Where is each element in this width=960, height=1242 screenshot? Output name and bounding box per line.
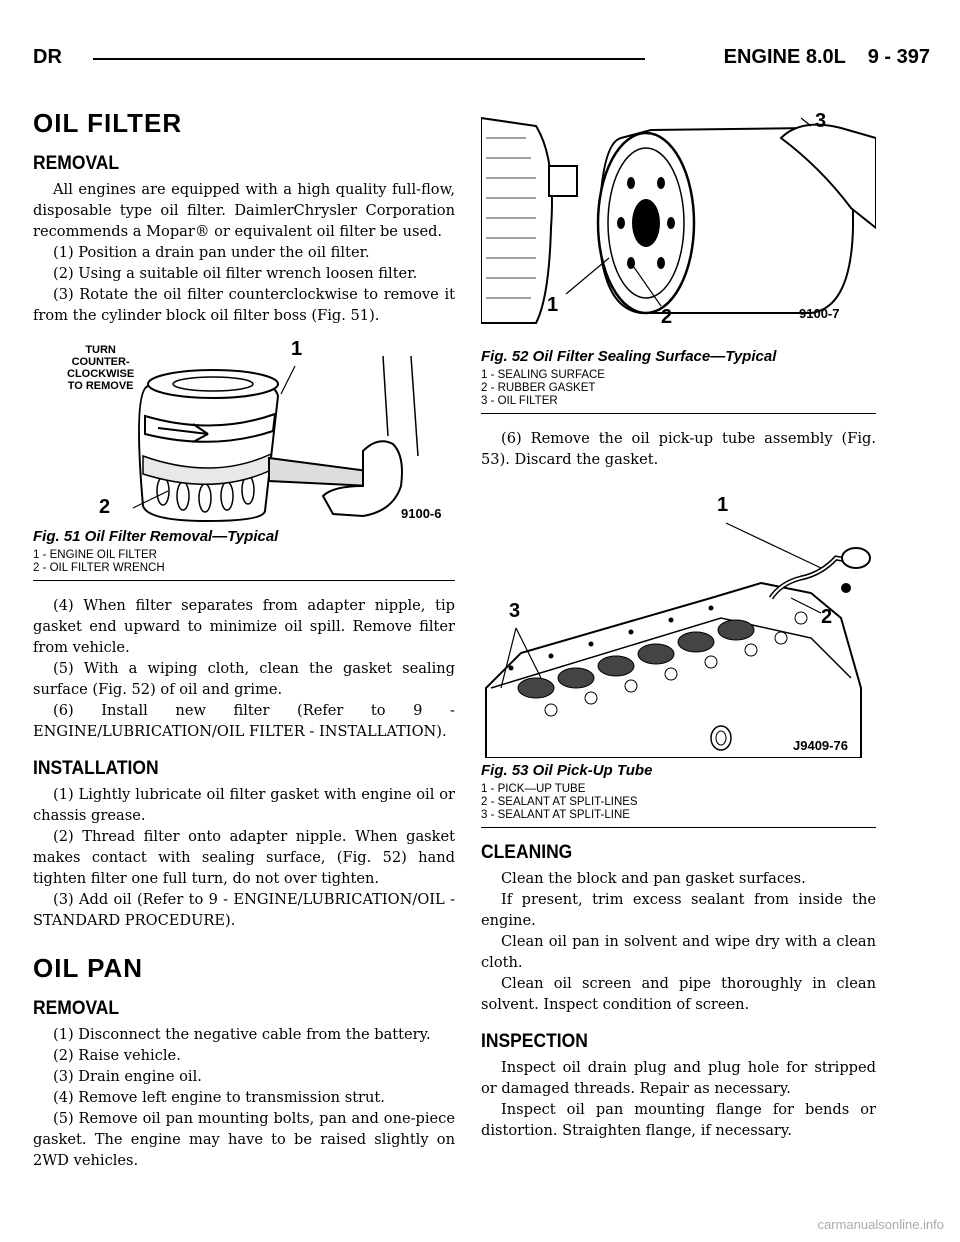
removal-step: (3) Rotate the oil filter counterclockwise to remove it from the cylinder block oil filter boss (Fig. 51). (33, 286, 455, 324)
figure-divider (481, 827, 876, 828)
pan-removal-step: (2) Raise vehicle. (53, 1047, 181, 1064)
pan-removal-step: (4) Remove left engine to transmission strut. (53, 1089, 385, 1106)
figure-51 (33, 336, 455, 526)
legend-item: 2 - OIL FILTER WRENCH (33, 562, 165, 574)
legend-item: 1 - PICK—UP TUBE (481, 783, 586, 795)
removal-step: (4) When filter separates from adapter nipple, tip gasket end upward to minimize oil spill. Remove filter from vehicle. (33, 597, 455, 656)
pan-removal-step: (5) Remove oil pan mounting bolts, pan and one-piece gasket. The engine may have to be raised slightly on 2WD vehicles. (33, 1110, 455, 1169)
legend-item: 1 - ENGINE OIL FILTER (33, 549, 157, 561)
fig52-callout-1: 1 (547, 294, 559, 316)
fig52-callout-3: 3 (815, 110, 827, 132)
fig51-legend (33, 549, 455, 575)
left-column (33, 108, 455, 1171)
pan-removal-step: (3) Drain engine oil. (53, 1068, 202, 1085)
cleaning-heading: CLEANING (481, 842, 573, 863)
installation-heading: INSTALLATION (33, 758, 159, 779)
legend-item: 2 - SEALANT AT SPLIT-LINES (481, 796, 638, 808)
page-header (33, 42, 930, 72)
removal-step: (6) Install new filter (Refer to 9 - ENGINE/LUBRICATION/OIL FILTER - INSTALLATION). (33, 702, 455, 740)
header-page-ref: ENGINE 8.0L 9 - 397 (723, 46, 930, 68)
fig53-caption: Fig. 53 Oil Pick-Up Tube (481, 762, 653, 779)
right-column (481, 98, 876, 1141)
oil-filter-sealing-illustration (481, 98, 876, 340)
cleaning-para: Clean oil pan in solvent and wipe dry with a clean cloth. (481, 933, 876, 971)
cleaning-para: If present, trim excess sealant from inside the engine. (481, 891, 876, 929)
legend-item: 3 - OIL FILTER (481, 395, 558, 407)
installation-step: (3) Add oil (Refer to 9 - ENGINE/LUBRICATION/OIL - STANDARD PROCEDURE). (33, 891, 455, 929)
removal-step-6: (6) Remove the oil pick-up tube assembly (Fig. 53). Discard the gasket. (481, 430, 876, 468)
figure-53 (481, 488, 876, 758)
cleaning-para: Clean oil screen and pipe thoroughly in clean solvent. Inspect condition of screen. (481, 975, 876, 1013)
fig53-legend (481, 783, 876, 822)
installation-step: (1) Lightly lubricate oil filter gasket with engine oil or chassis grease. (33, 786, 455, 824)
fig51-caption: Fig. 51 Oil Filter Removal—Typical (33, 528, 279, 545)
removal-intro: All engines are equipped with a high quality full-flow, disposable type oil filter. DaimlerChrysler Corporation recommends a Mopar® or equivalent oil filter be used. (33, 181, 455, 240)
fig51-callout-1: 1 (291, 338, 303, 360)
removal-step: (1) Position a drain pan under the oil filter. (53, 244, 370, 261)
oil-pickup-tube-illustration (481, 488, 876, 758)
fig53-callout-1: 1 (717, 494, 729, 516)
pan-removal-heading: REMOVAL (33, 998, 120, 1019)
fig52-legend (481, 369, 876, 408)
removal-heading: REMOVAL (33, 153, 120, 174)
removal-step: (5) With a wiping cloth, clean the gasket sealing surface (Fig. 52) of oil and grime. (33, 660, 455, 698)
legend-item: 1 - SEALING SURFACE (481, 369, 605, 381)
cleaning-para: Clean the block and pan gasket surfaces. (501, 870, 806, 887)
fig52-code: 9100-7 (799, 306, 840, 321)
legend-item: 3 - SEALANT AT SPLIT-LINE (481, 809, 630, 821)
removal-step: (2) Using a suitable oil filter wrench loosen filter. (53, 265, 418, 282)
fig53-callout-3: 3 (509, 600, 521, 622)
inspection-heading: INSPECTION (481, 1031, 588, 1052)
watermark-link[interactable]: carmanualsonline.info (817, 1217, 944, 1232)
fig53-callout-2: 2 (821, 606, 833, 628)
figure-divider (481, 413, 876, 414)
fig51-code: 9100-6 (401, 506, 442, 521)
figure-52 (481, 98, 876, 340)
oil-pan-title: OIL PAN (33, 953, 144, 983)
fig51-callout-2: 2 (99, 496, 111, 518)
oil-filter-title: OIL FILTER (33, 108, 183, 138)
pan-removal-step: (1) Disconnect the negative cable from the battery. (53, 1026, 431, 1043)
header-section-code: DR (33, 46, 62, 68)
header-rule (93, 58, 645, 60)
legend-item: 2 - RUBBER GASKET (481, 382, 596, 394)
fig52-callout-2: 2 (661, 306, 673, 328)
inspection-para: Inspect oil drain plug and plug hole for stripped or damaged threads. Repair as necessary. (481, 1059, 876, 1097)
fig53-code: J9409-76 (793, 738, 848, 753)
fig52-caption: Fig. 52 Oil Filter Sealing Surface—Typical (481, 348, 777, 365)
turn-counterclockwise-label: TURN COUNTER- CLOCKWISE TO REMOVE (67, 344, 135, 392)
inspection-para: Inspect oil pan mounting flange for bends or distortion. Straighten flange, if necessary. (481, 1101, 876, 1139)
installation-step: (2) Thread filter onto adapter nipple. When gasket makes contact with sealing surface, (Fig. 52) hand tighten filter one full turn, do not over tighten. (33, 828, 455, 887)
figure-divider (33, 580, 455, 581)
